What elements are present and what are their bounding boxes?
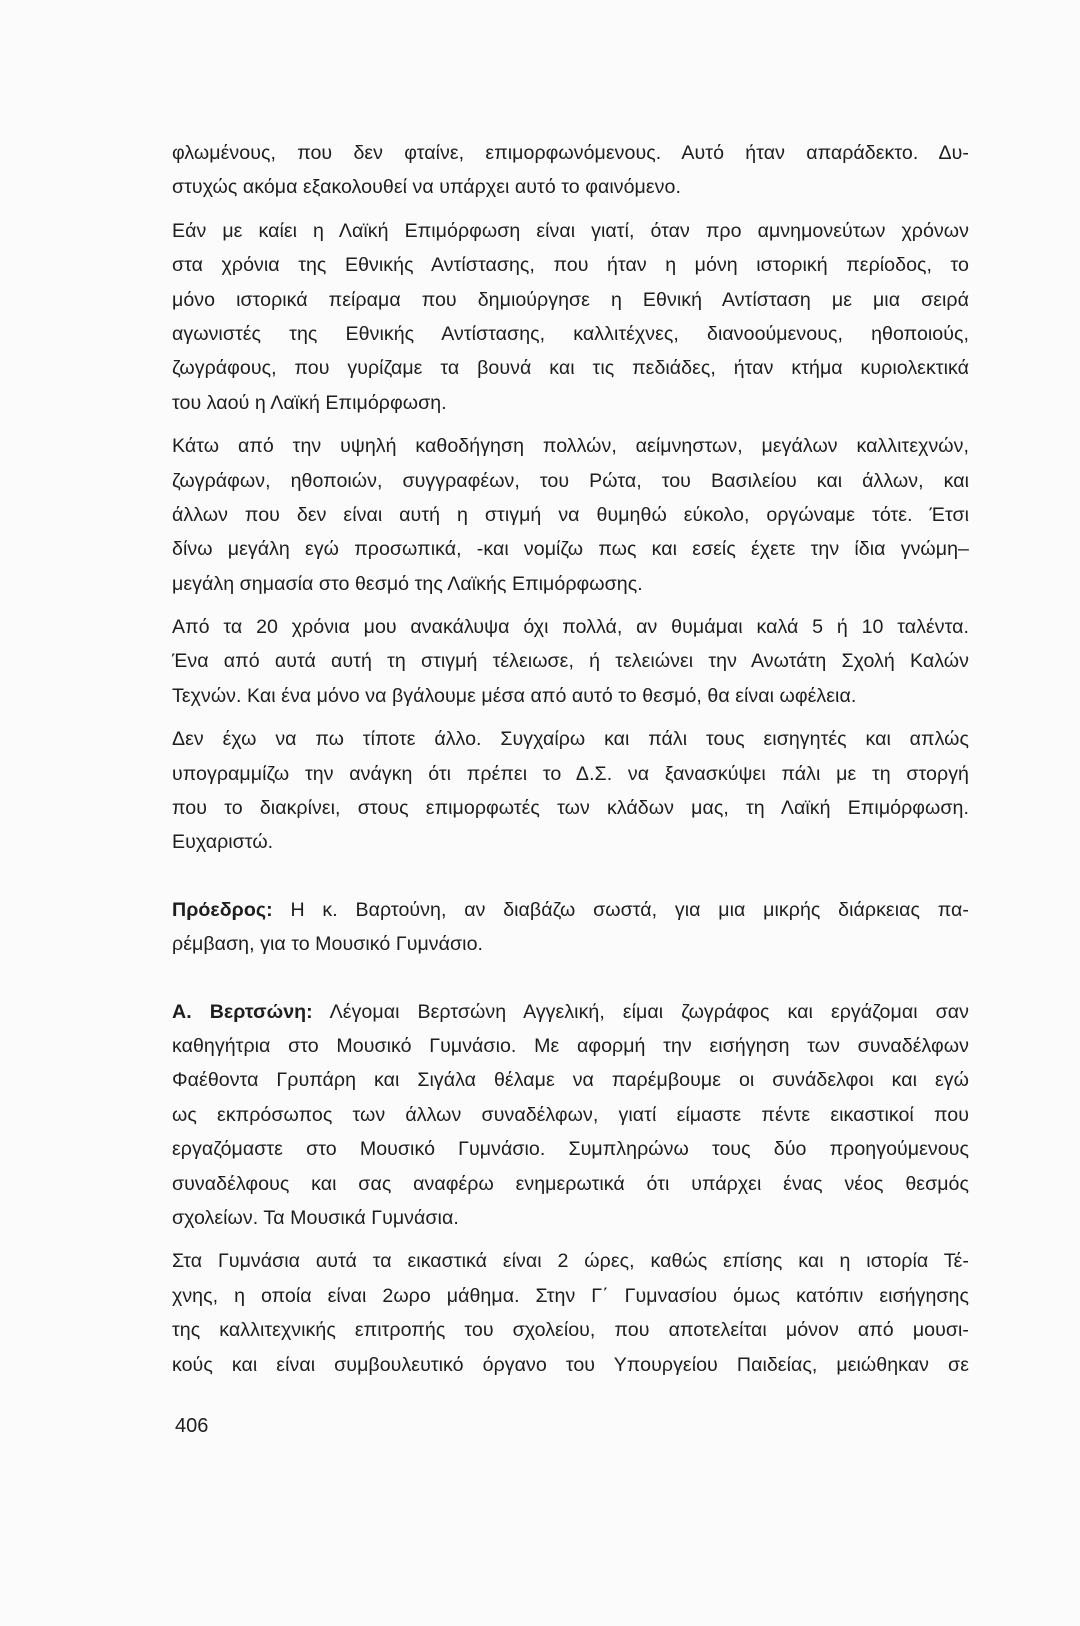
- text-line: Εάν με καίει η Λαϊκή Επιμόρφωση είναι γιατί, όταν προ αμνημονεύτων χρόνων: [172, 219, 969, 242]
- paragraph: [172, 429, 969, 601]
- text-line: που το διακρίνει, στους επιμορφωτές των κλάδων μας, τη Λαϊκή Επιμόρφωση.: [172, 797, 969, 820]
- text-line: φλωμένους, που δεν φταίνε, επιμορφωνόμενους. Αυτό ήταν απαράδεκτο. Δυ-: [172, 142, 969, 164]
- text-line: μεγάλη σημασία στο θεσμό της Λαϊκής Επιμόρφωσης.: [172, 572, 643, 595]
- text-line: ζωγράφους, που γυρίζαμε τα βουνά και τις πεδιάδες, ήταν κτήμα κυριολεκτικά: [172, 357, 969, 380]
- text-line: Ευχαριστώ.: [172, 831, 274, 854]
- text-line: στυχώς ακόμα εξακολουθεί να υπάρχει αυτό το φαινόμενο.: [172, 176, 681, 199]
- text-line: στα χρόνια της Εθνικής Αντίστασης, που ήταν η μόνη ιστορική περίοδος, το: [172, 254, 969, 277]
- paragraph: [172, 214, 969, 420]
- text-line: κούς και είναι συμβουλευτικό όργανο του Υπουργείου Παιδείας, μειώθηκαν σε: [172, 1353, 969, 1376]
- text-line: Από τα 20 χρόνια μου ανακάλυψα όχι πολλά, αν θυμάμαι καλά 5 ή 10 ταλέντα.: [172, 616, 969, 639]
- speaker-label: Πρόεδρος:: [172, 898, 273, 921]
- text-line: δίνω μεγάλη εγώ προσωπικά, -και νομίζω πως και εσείς έχετε την ίδια γνώμη–: [172, 538, 969, 561]
- text-line: υπογραμμίζω την ανάγκη ότι πρέπει το Δ.Σ. να ξανασκύψει πάλι με τη στοργή: [172, 762, 969, 785]
- text-line: Δεν έχω να πω τίποτε άλλο. Συγχαίρω και πάλι τους εισηγητές και απλώς: [172, 728, 969, 751]
- document-page: [172, 136, 969, 1382]
- text-line: Ένα από αυτά αυτή τη στιγμή τέλειωσε, ή τελειώνει την Ανωτάτη Σχολή Καλών: [172, 650, 969, 673]
- paragraph: [172, 1244, 969, 1382]
- text-line: [172, 893, 969, 927]
- text-line: Στα Γυμνάσια αυτά τα εικαστικά είναι 2 ώρες, καθώς επίσης και η ιστορία Τέ-: [172, 1250, 969, 1273]
- text-line: σχολείων. Τα Μουσικά Γυμνάσια.: [172, 1206, 459, 1229]
- text-line: Τεχνών. Και ένα μόνο να βγάλουμε μέσα από αυτό το θεσμό, θα είναι ωφέλεια.: [172, 684, 857, 707]
- text-line: καθηγήτρια στο Μουσικό Γυμνάσιο. Με αφορμή την εισήγηση των συναδέλφων: [172, 1034, 969, 1057]
- paragraph: [172, 722, 969, 860]
- text-line: ως εκπρόσωπος των άλλων συναδέλφων, γιατί είμαστε πέντε εικαστικοί που: [172, 1103, 969, 1126]
- text-line: αγωνιστές της Εθνικής Αντίστασης, καλλιτέχνες, διανοούμενους, ηθοποιούς,: [172, 322, 969, 345]
- text-line: του λαού η Λαϊκή Επιμόρφωση.: [172, 391, 447, 414]
- page-number: 406: [175, 1415, 209, 1437]
- text-line: άλλων που δεν είναι αυτή η στιγμή να θυμηθώ εύκολο, οργώναμε τότε. Έτσι: [172, 503, 969, 526]
- text-line: Φαέθοντα Γρυπάρη και Σιγάλα θέλαμε να παρέμβουμε οι συνάδελφοι και εγώ: [172, 1069, 969, 1092]
- chair-remark: [172, 893, 969, 962]
- speech-text: Λέγομαι Βερτσώνη Αγγελική, είμαι ζωγράφος και εργάζομαι σαν: [312, 1000, 969, 1023]
- text-line: εργαζόμαστε στο Μουσικό Γυμνάσιο. Συμπληρώνω τους δύο προηγούμενους: [172, 1138, 969, 1161]
- paragraph: [172, 136, 969, 205]
- text-line: συναδέλφους και σας αναφέρω ενημερωτικά ότι υπάρχει ένας νέος θεσμός: [172, 1172, 969, 1195]
- paragraph: [172, 610, 969, 713]
- text-line: χνης, η οποία είναι 2ωρο μάθημα. Στην Γ΄ Γυμνασίου όμως κατόπιν εισήγησης: [172, 1284, 969, 1307]
- text-line: Κάτω από την υψηλή καθοδήγηση πολλών, αείμνηστων, μεγάλων καλλιτεχνών,: [172, 435, 969, 458]
- text-line: [172, 995, 969, 1029]
- speaker-speech: [172, 995, 969, 1236]
- text-line: ζωγράφων, ηθοποιών, συγγραφέων, του Ρώτα, του Βασιλείου και άλλων, και: [172, 469, 969, 492]
- remark-text: Η κ. Βαρτούνη, αν διαβάζω σωστά, για μια μικρής διάρκειας πα-: [272, 898, 969, 921]
- text-line: μόνο ιστορικά πείραμα που δημιούργησε η Εθνική Αντίσταση με μια σειρά: [172, 288, 969, 311]
- speaker-label: Α. Βερτσώνη:: [172, 1000, 313, 1023]
- text-line: της καλλιτεχνικής επιτροπής του σχολείου, που αποτελείται μόνον από μουσι-: [172, 1319, 969, 1342]
- text-line: ρέμβαση, για το Μουσικό Γυμνάσιο.: [172, 933, 484, 956]
